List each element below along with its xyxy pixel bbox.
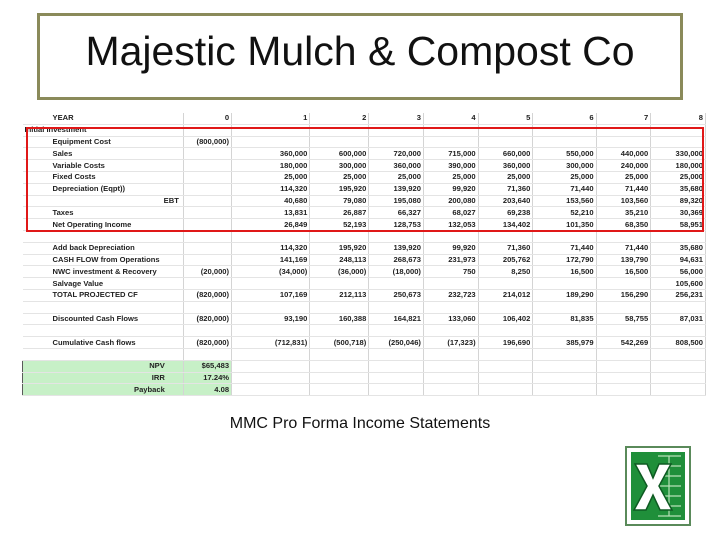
value-cell[interactable]: (20,000) [183,266,231,278]
value-cell[interactable]: (500,718) [310,337,369,349]
value-cell[interactable]: 16,500 [596,266,651,278]
value-cell[interactable]: 240,000 [596,160,651,172]
empty-cell[interactable] [369,384,424,396]
value-cell[interactable]: 114,320 [232,242,310,254]
value-cell[interactable]: 101,350 [533,219,596,231]
empty-cell[interactable] [423,384,478,396]
value-cell[interactable]: 141,169 [232,254,310,266]
value-cell[interactable]: 180,000 [651,160,706,172]
value-cell[interactable] [533,325,596,337]
value-cell[interactable] [596,278,651,290]
value-cell[interactable]: 114,320 [232,183,310,195]
row-label-cell[interactable]: Depreciation (Eqpt)) [23,183,184,195]
value-cell[interactable]: 68,027 [423,207,478,219]
value-cell[interactable] [651,136,706,148]
value-cell[interactable]: 107,169 [232,289,310,301]
value-cell[interactable]: 139,920 [369,242,424,254]
value-cell[interactable]: 203,640 [478,195,533,207]
value-cell[interactable]: 214,012 [478,289,533,301]
value-cell[interactable]: (800,000) [183,136,231,148]
value-cell[interactable] [310,136,369,148]
row-label-cell[interactable]: Taxes [23,207,184,219]
table-row [23,348,706,360]
row-label-cell[interactable]: Equipment Cost [23,136,184,148]
value-cell[interactable] [183,219,231,231]
value-cell[interactable] [596,348,651,360]
value-cell[interactable] [533,348,596,360]
value-cell[interactable] [596,230,651,242]
spreadsheet-grid [22,113,706,396]
value-cell[interactable]: 440,000 [596,148,651,160]
table-row [23,195,706,207]
value-cell[interactable]: 180,000 [232,160,310,172]
value-cell[interactable]: 87,031 [651,313,706,325]
value-cell[interactable] [232,278,310,290]
value-cell[interactable]: 94,631 [651,254,706,266]
summary-label-cell[interactable]: Payback [23,384,184,396]
value-cell[interactable]: 25,000 [478,171,533,183]
table-row [23,289,706,301]
value-cell[interactable] [478,301,533,313]
value-cell[interactable] [651,230,706,242]
value-cell[interactable]: 25,000 [310,171,369,183]
value-cell[interactable]: 385,979 [533,337,596,349]
value-cell[interactable]: 25,000 [651,171,706,183]
value-cell[interactable]: (250,046) [369,337,424,349]
value-cell[interactable]: 128,753 [369,219,424,231]
row-label-cell[interactable]: Variable Costs [23,160,184,172]
value-cell[interactable] [183,230,231,242]
value-cell[interactable]: 542,269 [596,337,651,349]
value-cell[interactable] [232,136,310,148]
value-cell[interactable]: 268,673 [369,254,424,266]
row-label-cell[interactable] [23,301,184,313]
value-cell[interactable]: 172,790 [533,254,596,266]
year-header-cell[interactable]: 5 [478,113,533,124]
value-cell[interactable]: 79,080 [310,195,369,207]
value-cell[interactable] [183,301,231,313]
value-cell[interactable]: 195,080 [369,195,424,207]
value-cell[interactable] [232,325,310,337]
value-cell[interactable]: 52,210 [533,207,596,219]
value-cell[interactable] [651,325,706,337]
row-label-cell[interactable]: TOTAL PROJECTED CF [23,289,184,301]
empty-cell[interactable] [596,360,651,372]
table-row [23,124,706,136]
summary-value-cell[interactable]: $65,483 [183,360,231,372]
value-cell[interactable] [651,301,706,313]
value-cell[interactable]: 99,920 [423,242,478,254]
value-cell[interactable] [310,278,369,290]
value-cell[interactable]: 550,000 [533,148,596,160]
value-cell[interactable]: 35,680 [651,242,706,254]
value-cell[interactable]: 25,000 [596,171,651,183]
value-cell[interactable]: 71,440 [596,242,651,254]
value-cell[interactable] [369,124,424,136]
value-cell[interactable]: (17,323) [423,337,478,349]
value-cell[interactable]: 69,238 [478,207,533,219]
table-row [23,301,706,313]
value-cell[interactable]: 360,000 [478,160,533,172]
value-cell[interactable] [478,278,533,290]
row-label-cell[interactable]: CASH FLOW from Operations [23,254,184,266]
value-cell[interactable] [310,124,369,136]
table-row [23,278,706,290]
value-cell[interactable]: 40,680 [232,195,310,207]
value-cell[interactable] [651,124,706,136]
value-cell[interactable]: 200,080 [423,195,478,207]
empty-cell[interactable] [423,372,478,384]
value-cell[interactable]: 248,113 [310,254,369,266]
value-cell[interactable]: 89,320 [651,195,706,207]
value-cell[interactable] [423,301,478,313]
row-label-cell[interactable]: Fixed Costs [23,171,184,183]
value-cell[interactable] [310,325,369,337]
value-cell[interactable]: 390,000 [423,160,478,172]
table-row [23,171,706,183]
empty-cell[interactable] [478,384,533,396]
value-cell[interactable]: 189,290 [533,289,596,301]
value-cell[interactable] [369,325,424,337]
value-cell[interactable] [478,348,533,360]
year-header-label[interactable]: YEAR [23,113,184,124]
value-cell[interactable]: 231,973 [423,254,478,266]
value-cell[interactable]: 232,723 [423,289,478,301]
year-header-cell[interactable]: 8 [651,113,706,124]
value-cell[interactable] [232,348,310,360]
value-cell[interactable]: (820,000) [183,337,231,349]
value-cell[interactable]: 156,290 [596,289,651,301]
year-header-cell[interactable]: 3 [369,113,424,124]
row-label-cell[interactable] [23,230,184,242]
empty-cell[interactable] [232,372,310,384]
summary-row [23,384,706,396]
value-cell[interactable] [183,278,231,290]
value-cell[interactable]: 103,560 [596,195,651,207]
value-cell[interactable] [183,254,231,266]
value-cell[interactable]: 250,673 [369,289,424,301]
value-cell[interactable]: 81,835 [533,313,596,325]
value-cell[interactable]: (820,000) [183,289,231,301]
value-cell[interactable]: (18,000) [369,266,424,278]
value-cell[interactable]: 153,560 [533,195,596,207]
value-cell[interactable]: 71,440 [533,242,596,254]
value-cell[interactable]: 715,000 [423,148,478,160]
empty-cell[interactable] [310,360,369,372]
value-cell[interactable]: 300,000 [533,160,596,172]
value-cell[interactable]: 68,350 [596,219,651,231]
empty-cell[interactable] [478,372,533,384]
empty-cell[interactable] [310,372,369,384]
empty-cell[interactable] [478,360,533,372]
value-cell[interactable] [183,195,231,207]
year-header-cell[interactable]: 7 [596,113,651,124]
title-box [37,13,683,100]
empty-cell[interactable] [533,372,596,384]
value-cell[interactable]: 195,920 [310,242,369,254]
value-cell[interactable] [596,136,651,148]
value-cell[interactable]: 360,000 [232,148,310,160]
value-cell[interactable] [369,301,424,313]
row-label-cell[interactable] [23,325,184,337]
value-cell[interactable] [369,136,424,148]
empty-cell[interactable] [596,384,651,396]
row-label-cell[interactable]: NWC investment & Recovery [23,266,184,278]
empty-cell[interactable] [651,360,706,372]
value-cell[interactable] [369,230,424,242]
value-cell[interactable] [310,230,369,242]
value-cell[interactable]: 164,821 [369,313,424,325]
year-header-cell[interactable]: 0 [183,113,231,124]
value-cell[interactable] [183,171,231,183]
value-cell[interactable] [596,301,651,313]
value-cell[interactable]: 808,500 [651,337,706,349]
row-label-cell[interactable]: Discounted Cash Flows [23,313,184,325]
empty-cell[interactable] [232,384,310,396]
row-label-cell[interactable]: Add back Depreciation [23,242,184,254]
value-cell[interactable] [478,136,533,148]
value-cell[interactable]: 26,887 [310,207,369,219]
value-cell[interactable]: 35,680 [651,183,706,195]
value-cell[interactable] [533,301,596,313]
value-cell[interactable]: 196,690 [478,337,533,349]
empty-cell[interactable] [596,372,651,384]
value-cell[interactable]: (820,000) [183,313,231,325]
row-label-cell[interactable]: Net Operating Income [23,219,184,231]
table-row [23,136,706,148]
table-row [23,207,706,219]
value-cell[interactable]: 52,193 [310,219,369,231]
value-cell[interactable] [423,230,478,242]
empty-cell[interactable] [533,384,596,396]
value-cell[interactable] [423,136,478,148]
value-cell[interactable] [183,160,231,172]
value-cell[interactable]: 56,000 [651,266,706,278]
spreadsheet [22,113,706,394]
year-header-cell[interactable]: 2 [310,113,369,124]
value-cell[interactable] [533,124,596,136]
value-cell[interactable] [533,136,596,148]
table-row [23,337,706,349]
value-cell[interactable] [478,325,533,337]
value-cell[interactable]: 205,762 [478,254,533,266]
value-cell[interactable]: 66,327 [369,207,424,219]
value-cell[interactable] [183,148,231,160]
value-cell[interactable]: 71,360 [478,242,533,254]
row-label-cell[interactable]: Sales [23,148,184,160]
empty-cell[interactable] [310,384,369,396]
table-row [23,183,706,195]
value-cell[interactable]: 71,440 [596,183,651,195]
empty-cell[interactable] [369,372,424,384]
header-row [23,113,706,124]
year-header-cell[interactable]: 6 [533,113,596,124]
value-cell[interactable] [310,301,369,313]
value-cell[interactable] [533,230,596,242]
value-cell[interactable]: (36,000) [310,266,369,278]
year-header-cell[interactable]: 1 [232,113,310,124]
value-cell[interactable] [183,348,231,360]
value-cell[interactable] [423,278,478,290]
value-cell[interactable]: 30,369 [651,207,706,219]
value-cell[interactable]: 58,755 [596,313,651,325]
value-cell[interactable]: 93,190 [232,313,310,325]
table-row [23,148,706,160]
table-row [23,313,706,325]
year-header-cell[interactable]: 4 [423,113,478,124]
value-cell[interactable]: 71,360 [478,183,533,195]
value-cell[interactable]: 300,000 [310,160,369,172]
value-cell[interactable]: 360,000 [369,160,424,172]
value-cell[interactable] [232,230,310,242]
table-row [23,266,706,278]
row-label-cell[interactable]: Salvage Value [23,278,184,290]
value-cell[interactable] [596,124,651,136]
value-cell[interactable]: (34,000) [232,266,310,278]
value-cell[interactable]: 160,388 [310,313,369,325]
empty-cell[interactable] [232,360,310,372]
empty-cell[interactable] [651,384,706,396]
value-cell[interactable] [596,325,651,337]
table-row [23,325,706,337]
value-cell[interactable]: 212,113 [310,289,369,301]
value-cell[interactable]: 133,060 [423,313,478,325]
row-label-cell[interactable] [23,348,184,360]
summary-value-cell[interactable]: 17.24% [183,372,231,384]
value-cell[interactable] [423,124,478,136]
empty-cell[interactable] [651,372,706,384]
empty-cell[interactable] [423,360,478,372]
value-cell[interactable]: 134,402 [478,219,533,231]
empty-cell[interactable] [369,360,424,372]
table-row [23,230,706,242]
value-cell[interactable]: 16,500 [533,266,596,278]
value-cell[interactable]: 25,000 [369,171,424,183]
value-cell[interactable]: 25,000 [423,171,478,183]
value-cell[interactable]: 71,440 [533,183,596,195]
value-cell[interactable]: 35,210 [596,207,651,219]
excel-icon[interactable] [625,446,691,526]
value-cell[interactable]: 58,951 [651,219,706,231]
value-cell[interactable] [183,183,231,195]
value-cell[interactable]: 106,402 [478,313,533,325]
value-cell[interactable] [478,124,533,136]
value-cell[interactable]: 99,920 [423,183,478,195]
value-cell[interactable]: 8,250 [478,266,533,278]
value-cell[interactable]: 720,000 [369,148,424,160]
value-cell[interactable] [423,348,478,360]
value-cell[interactable] [533,278,596,290]
value-cell[interactable]: 132,053 [423,219,478,231]
summary-row [23,360,706,372]
value-cell[interactable]: 195,920 [310,183,369,195]
summary-label-cell[interactable]: IRR [23,372,184,384]
value-cell[interactable]: 105,600 [651,278,706,290]
slide-title: Majestic Mulch & Compost Co [85,28,635,74]
table-row [23,242,706,254]
summary-label-cell[interactable]: NPV [23,360,184,372]
empty-cell[interactable] [533,360,596,372]
value-cell[interactable]: (712,831) [232,337,310,349]
value-cell[interactable] [232,124,310,136]
value-cell[interactable]: 600,000 [310,148,369,160]
value-cell[interactable] [183,124,231,136]
value-cell[interactable]: 13,831 [232,207,310,219]
value-cell[interactable]: 139,790 [596,254,651,266]
row-label-cell[interactable]: Initial Investment [23,124,184,136]
value-cell[interactable] [478,230,533,242]
slide-caption: MMC Pro Forma Income Statements [229,415,491,432]
value-cell[interactable]: 25,000 [232,171,310,183]
value-cell[interactable] [232,301,310,313]
table-row [23,254,706,266]
value-cell[interactable]: 330,000 [651,148,706,160]
value-cell[interactable]: 660,000 [478,148,533,160]
value-cell[interactable] [183,325,231,337]
row-label-cell[interactable]: Cumulative Cash flows [23,337,184,349]
table-row [23,160,706,172]
value-cell[interactable]: 26,849 [232,219,310,231]
value-cell[interactable] [651,348,706,360]
value-cell[interactable] [369,278,424,290]
table-row [23,219,706,231]
value-cell[interactable]: 25,000 [533,171,596,183]
value-cell[interactable]: 256,231 [651,289,706,301]
value-cell[interactable] [369,348,424,360]
value-cell[interactable] [183,242,231,254]
summary-row [23,372,706,384]
value-cell[interactable] [183,207,231,219]
summary-value-cell[interactable]: 4.08 [183,384,231,396]
row-label-cell[interactable]: EBT [23,195,184,207]
value-cell[interactable]: 750 [423,266,478,278]
value-cell[interactable] [423,325,478,337]
value-cell[interactable] [310,348,369,360]
value-cell[interactable]: 139,920 [369,183,424,195]
